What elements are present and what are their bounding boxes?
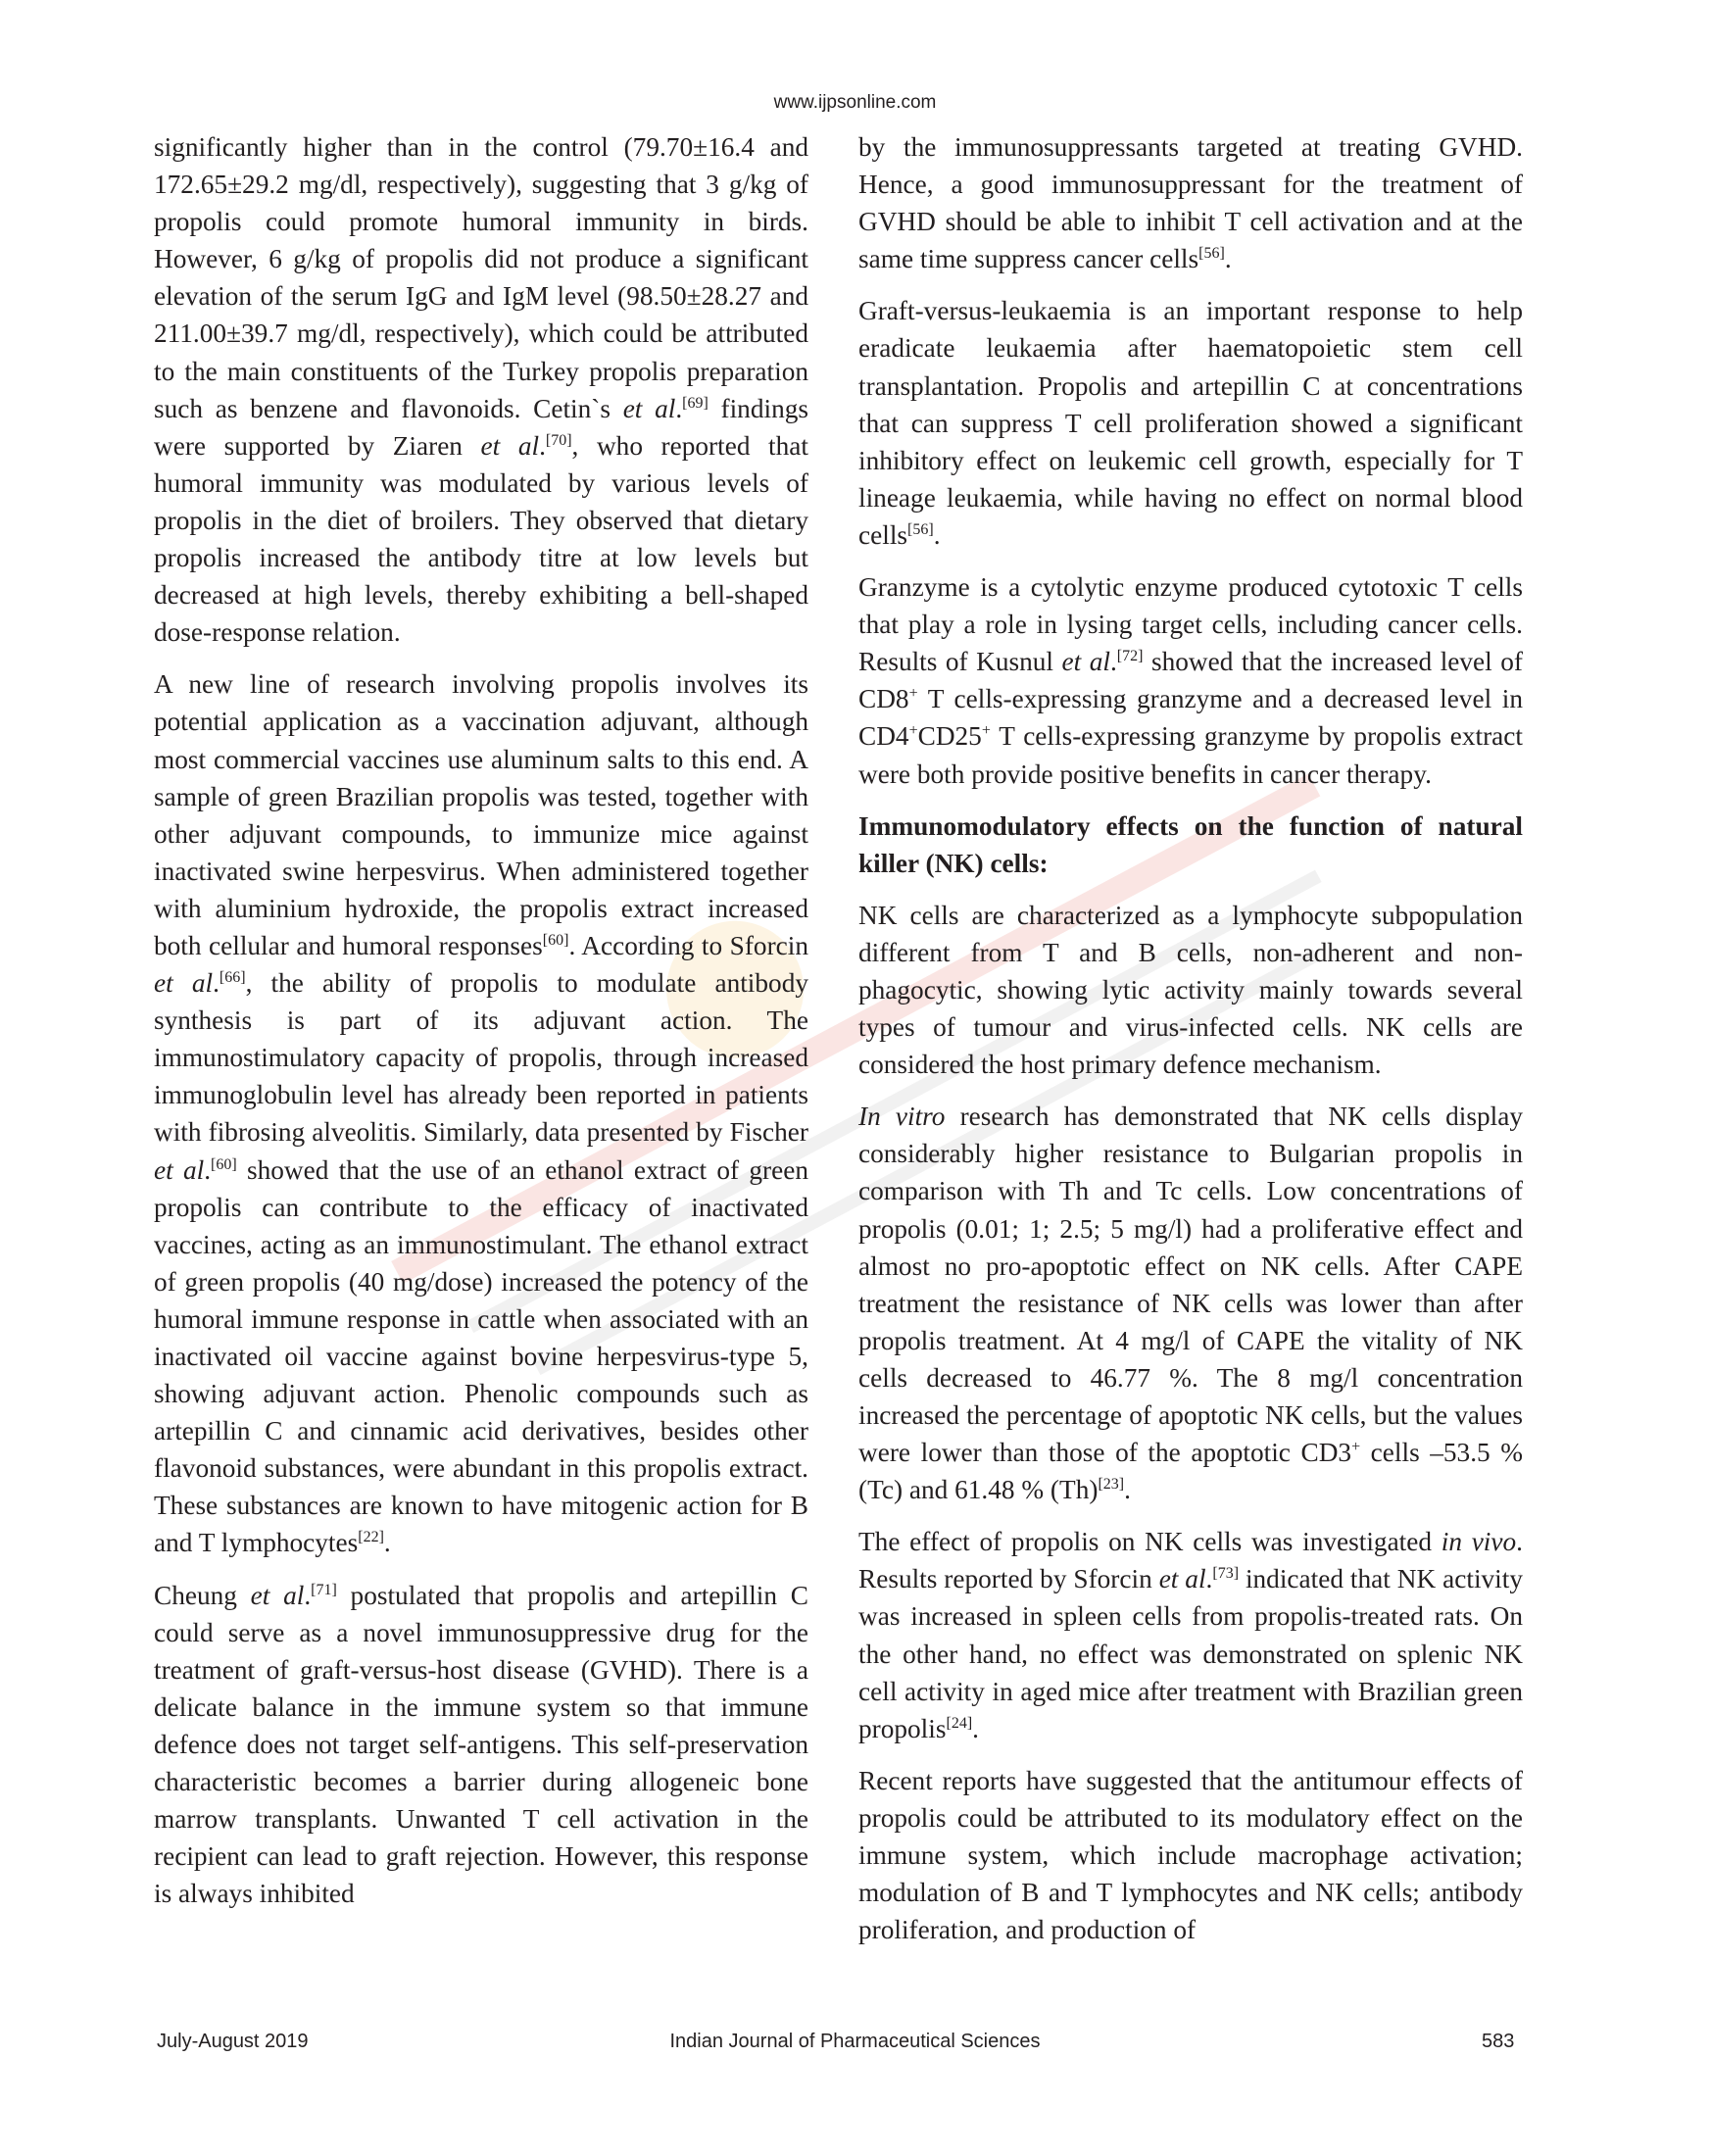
text-run: Immunomodulatory effects on the function of natural killer (NK) cells: — [858, 810, 1523, 878]
superscript-text: [60] — [211, 1155, 237, 1173]
text-run: , the ability of propolis to modulate antibody synthesis is part of its adjuvant action. The immunostimulatory capacity of propolis, through increased immunoglobulin level has already been reported in patients with fibrosing alveolitis. Similarly, data presented by Fischer — [154, 968, 808, 1148]
text-run: Cheung — [154, 1580, 251, 1610]
text-run: . — [1109, 647, 1117, 677]
italic-text: et al — [1061, 647, 1110, 677]
text-run: . — [539, 430, 546, 461]
superscript-text: [72] — [1116, 648, 1144, 665]
text-run: cells –53.5 % (Tc) and 61.48 % (Th) — [858, 1438, 1523, 1505]
paragraph — [858, 292, 1523, 554]
superscript-text: + — [908, 685, 918, 703]
paragraph — [154, 128, 808, 651]
superscript-text: [66] — [219, 968, 246, 986]
text-run: . — [383, 1528, 391, 1558]
text-run: showed that the use of an ethanol extract of green propolis can contribute to the efficacy of inactivated vaccines, acting as an immunostimulant. The ethanol extract of green propolis (40 mg/dose) increased the potency of the humoral immune response in cattle when associated with an inactivated oil vaccine against bovine herpesvirus-type 5, showing adjuvant action. Phenolic compounds such as artepillin C and cinnamic acid derivatives, besides other flavonoid substances, were abundant in this propolis extract. These substances are known to have mitogenic action for B and T lymphocytes — [154, 1154, 808, 1558]
superscript-text: [22] — [358, 1529, 384, 1546]
italic-text: In vitro — [858, 1102, 946, 1132]
italic-text: in vivo — [1441, 1527, 1517, 1557]
paragraph — [154, 665, 808, 1561]
footer-date: July-August 2019 — [157, 2031, 309, 2052]
text-run: postulated that propolis and artepillin C could serve as a novel immunosuppressive drug for the treatment of graft-versus-host disease (GVHD). There is a delicate balance in the immune system so that immune defence does not target self-antigens. This self-preservation characteristic becomes a barrier during allogeneic bone marrow transplants. Unwanted T cell activation in the recipient can lead to graft rejection. However, this response is always inhibited — [154, 1580, 808, 1909]
superscript-text: + — [908, 722, 918, 740]
text-run: Graft-versus-leukaemia is an important response to help eradicate leukaemia after haematopoietic stem cell transplantation. Propolis and artepillin C at concentrations that can suppress T cell proliferation showed a significant inhibitory effect on leukemic cell growth, especially for T lineage leukaemia, while having no effect on normal blood cells — [858, 296, 1523, 550]
right-column — [858, 128, 1523, 1963]
footer-page-number: 583 — [1482, 2031, 1515, 2052]
superscript-text: [24] — [946, 1714, 973, 1732]
text-run: . — [304, 1580, 312, 1610]
superscript-text: [56] — [1198, 245, 1225, 263]
text-run: by the immunosuppressants targeted at treating GVHD. Hence, a good immunosuppressant for the treatment of GVHD should be able to inhibit T cell activation and at the same time suppress cancer cells — [858, 132, 1523, 274]
superscript-text: [71] — [311, 1581, 337, 1598]
text-run: . According to Sforcin — [568, 930, 809, 960]
text-run: . — [675, 393, 683, 423]
text-run: Granzyme is a cytolytic enzyme produced cytotoxic T cells that play a role in lysing target cells, including cancer cells. Results of Kusnul — [858, 572, 1523, 677]
text-run: The effect of propolis on NK cells was investigated — [858, 1527, 1441, 1557]
text-run: indicated that NK activity was increased in spleen cells from propolis-treated rats. On the other hand, no effect was demonstrated on splenic NK cell activity in aged mice after treatment with Brazilian green propolis — [858, 1564, 1523, 1743]
left-column — [154, 128, 808, 1927]
superscript-text: [23] — [1098, 1476, 1125, 1494]
text-run: significantly higher than in the control (79.70±16.4 and 172.65±29.2 mg/dl, respectively), suggesting that 3 g/kg of propolis could promote humoral immunity in birds. However, 6 g/kg of propolis did not produce a significant elevation of the serum IgG and IgM level (98.50±28.27 and 211.00±39.7 mg/dl, respectively), which could be attributed to the main constituents of the Turkey propolis preparation such as benzene and flavonoids. Cetin`s — [154, 132, 808, 423]
italic-text: et al — [154, 1154, 205, 1185]
superscript-text: [73] — [1212, 1565, 1240, 1583]
header-url: www.ijpsonline.com — [773, 92, 937, 113]
text-run: A new line of research involving propolis involves its potential application as a vaccination adjuvant, although most commercial vaccines use aluminum salts to this end. A sample of green Brazilian propolis was tested, together with other adjuvant compounds, to immunize mice against inactivated swine herpesvirus. When administered together with aluminium hydroxide, the propolis extract increased both cellular and humoral responses — [154, 669, 808, 960]
text-run: . — [972, 1713, 979, 1743]
paragraph — [858, 1523, 1523, 1747]
text-run: . — [1224, 244, 1232, 274]
italic-text: et al — [1158, 1564, 1206, 1594]
paragraph — [858, 568, 1523, 793]
text-run: NK cells are characterized as a lymphocyte subpopulation different from T and B cells, non-adherent and non-phagocytic, showing lytic activity mainly towards several types of tumour and virus-infected cells. NK cells are considered the host primary defence mechanism. — [858, 900, 1523, 1080]
paragraph — [858, 128, 1523, 277]
text-run: . — [204, 1154, 212, 1185]
text-run: . Results reported by Sforcin — [858, 1527, 1523, 1594]
italic-text: et al — [480, 430, 540, 461]
italic-text: et al — [622, 393, 676, 423]
italic-text: et al — [250, 1580, 305, 1610]
text-run: . — [1205, 1564, 1213, 1594]
superscript-text: [69] — [682, 394, 708, 412]
text-run: Recent reports have suggested that the antitumour effects of propolis could be attributed to its modulatory effect on the immune system, which include macrophage activation; modulation of B and T lymphocytes and NK cells; antibody proliferation, and production of — [858, 1765, 1523, 1945]
superscript-text: [60] — [542, 931, 569, 949]
text-run: CD25 — [917, 721, 982, 752]
text-run: T cells-expressing granzyme by propolis extract were both provide positive benefits in cancer therapy. — [858, 721, 1523, 789]
superscript-text: [56] — [907, 520, 934, 538]
text-run: . — [1124, 1475, 1131, 1505]
text-run: T cells-expressing granzyme and a decreased level in CD4 — [858, 684, 1523, 752]
superscript-text: + — [1351, 1439, 1361, 1455]
text-run: . — [213, 968, 220, 999]
footer-journal: Indian Journal of Pharmaceutical Sciences — [669, 2031, 1041, 2052]
paragraph — [858, 1762, 1523, 1948]
text-run: showed that the increased level of CD8 — [858, 647, 1523, 714]
paragraph — [154, 1577, 808, 1913]
italic-text: et al — [154, 968, 214, 999]
paragraph — [858, 1098, 1523, 1508]
section-heading — [858, 808, 1523, 882]
text-run: , who reported that humoral immunity was modulated by various levels of propolis in the diet of broilers. They observed that dietary propolis increased the antibody titre at low levels but decreased at high levels, thereby exhibiting a bell-shaped dose-response relation. — [154, 430, 808, 648]
paragraph — [858, 897, 1523, 1083]
text-run: findings were supported by Ziaren — [154, 393, 808, 461]
text-run: . — [933, 519, 941, 550]
text-run: research has demonstrated that NK cells display considerably higher resistance to Bulgarian propolis in comparison with Th and Tc cells. Low concentrations of propolis (0.01; 1; 2.5; 5 mg/l) had a proliferative effect and almost no pro-apoptotic effect on NK cells. After CAPE treatment the resistance of NK cells was lower than after propolis treatment. At 4 mg/l of CAPE the vitality of NK cells decreased to 46.77 %. The 8 mg/l concentration increased the percentage of apoptotic NK cells, but the values were lower than those of the apoptotic CD3 — [858, 1102, 1523, 1468]
superscript-text: [70] — [545, 431, 572, 449]
superscript-text: + — [981, 722, 991, 740]
